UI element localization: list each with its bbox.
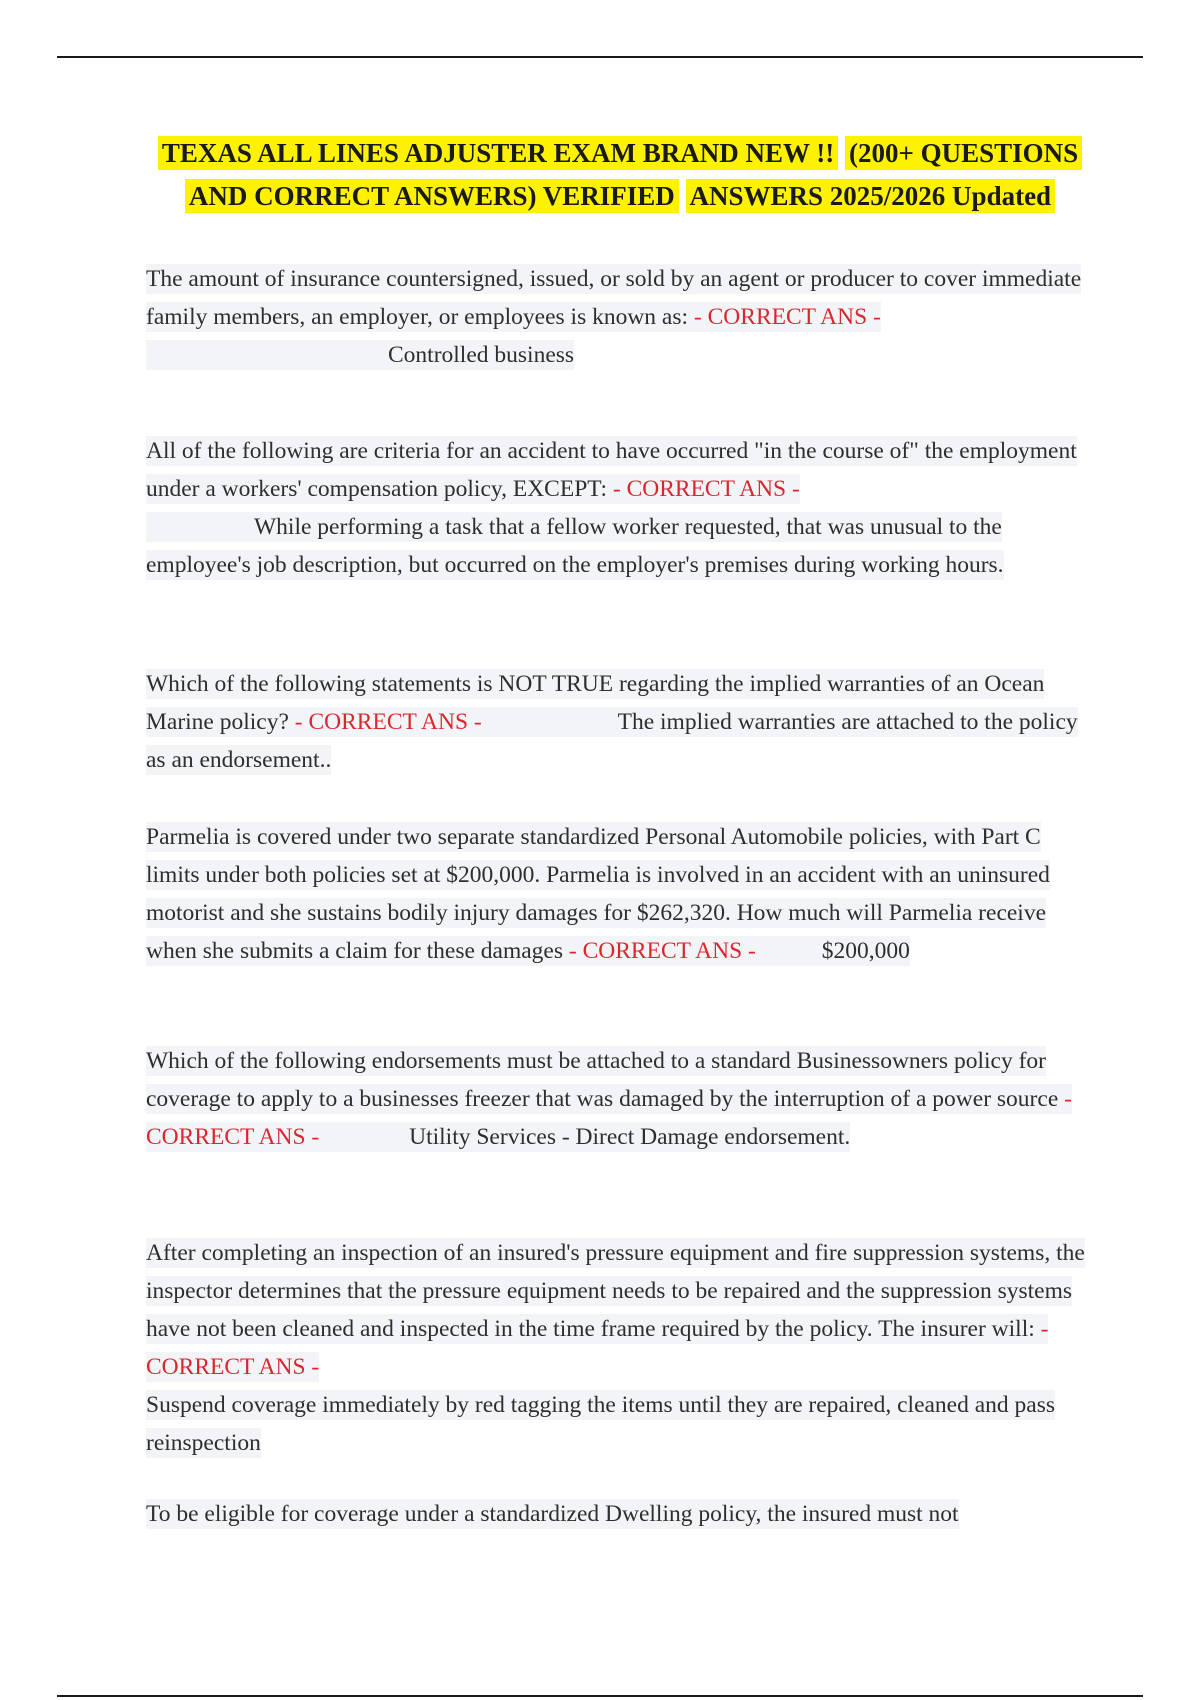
qa-item-5 [146, 1042, 1091, 1156]
answer-text: Controlled business [388, 342, 575, 368]
qa-item-1 [146, 260, 1091, 374]
question-text: Which of the following statements is NOT TRUE regarding the implied warranties of an Ocean Marine policy? [146, 671, 1045, 735]
title-line2-part1: AND CORRECT ANSWERS) VERIFIED [185, 179, 679, 213]
title-line1-part1: TEXAS ALL LINES ADJUSTER EXAM BRAND NEW !! [158, 136, 838, 170]
correct-answer-marker: - CORRECT ANS - [693, 304, 881, 330]
qa-item-4 [146, 818, 1091, 970]
question-text: Which of the following endorsements must be attached to a standard Businessowners policy for coverage to apply to a businesses freezer that was damaged by the interruption of a power source [146, 1048, 1059, 1112]
qa-item-7 [146, 1495, 1091, 1533]
title-line2-part2: ANSWERS 2025/2026 Updated [686, 179, 1056, 213]
question-text: After completing an inspection of an insured's pressure equipment and fire suppression systems, the inspector determines that the pressure equipment needs to be repaired and the suppression systems have not been cleaned and inspected in the time frame required by the policy. The insurer will: [146, 1240, 1085, 1342]
qa-item-2 [146, 432, 1091, 584]
answer-text: Suspend coverage immediately by red tagging the items until they are repaired, cleaned and pass reinspection [146, 1392, 1056, 1456]
correct-answer-marker: - CORRECT ANS - [612, 476, 800, 502]
answer-text: The implied warranties are attached to the policy as an endorsement.. [146, 709, 1078, 773]
top-rule [57, 56, 1143, 58]
answer-text: $200,000 [821, 938, 910, 964]
question-text: Parmelia is covered under two separate standardized Personal Automobile policies, with Part C limits under both policies set at $200,000. Parmelia is involved in an accident with an uninsured motorist and she sustains bodily injury damages for $262,320. How much will Parmelia receive when she submits a claim for these damages [146, 824, 1050, 964]
answer-text: While performing a task that a fellow worker requested, that was unusual to the employee's job description, but occurred on the employer's premises during working hours. [146, 514, 1004, 578]
question-text: All of the following are criteria for an accident to have occurred "in the course of" the employment under a workers' compensation policy, EXCEPT: [146, 438, 1077, 502]
question-text: The amount of insurance countersigned, issued, or sold by an agent or producer to cover immediate family members, an employer, or employees is known as: [146, 266, 1082, 330]
answer-text: Utility Services - Direct Damage endorsement. [409, 1124, 851, 1150]
qa-item-3 [146, 665, 1091, 779]
document-title [145, 132, 1095, 218]
title-line1-part2: (200+ QUESTIONS [845, 136, 1082, 170]
correct-answer-marker: - CORRECT ANS - [294, 709, 482, 735]
qa-item-6 [146, 1234, 1091, 1462]
correct-answer-marker: - CORRECT ANS - [568, 938, 756, 964]
bottom-rule [57, 1695, 1143, 1697]
question-text: To be eligible for coverage under a standardized Dwelling policy, the insured must not [146, 1501, 959, 1527]
correct-answer-marker: - CORRECT ANS - [146, 1316, 1049, 1380]
correct-answer-marker: - CORRECT ANS - [146, 1086, 1072, 1150]
